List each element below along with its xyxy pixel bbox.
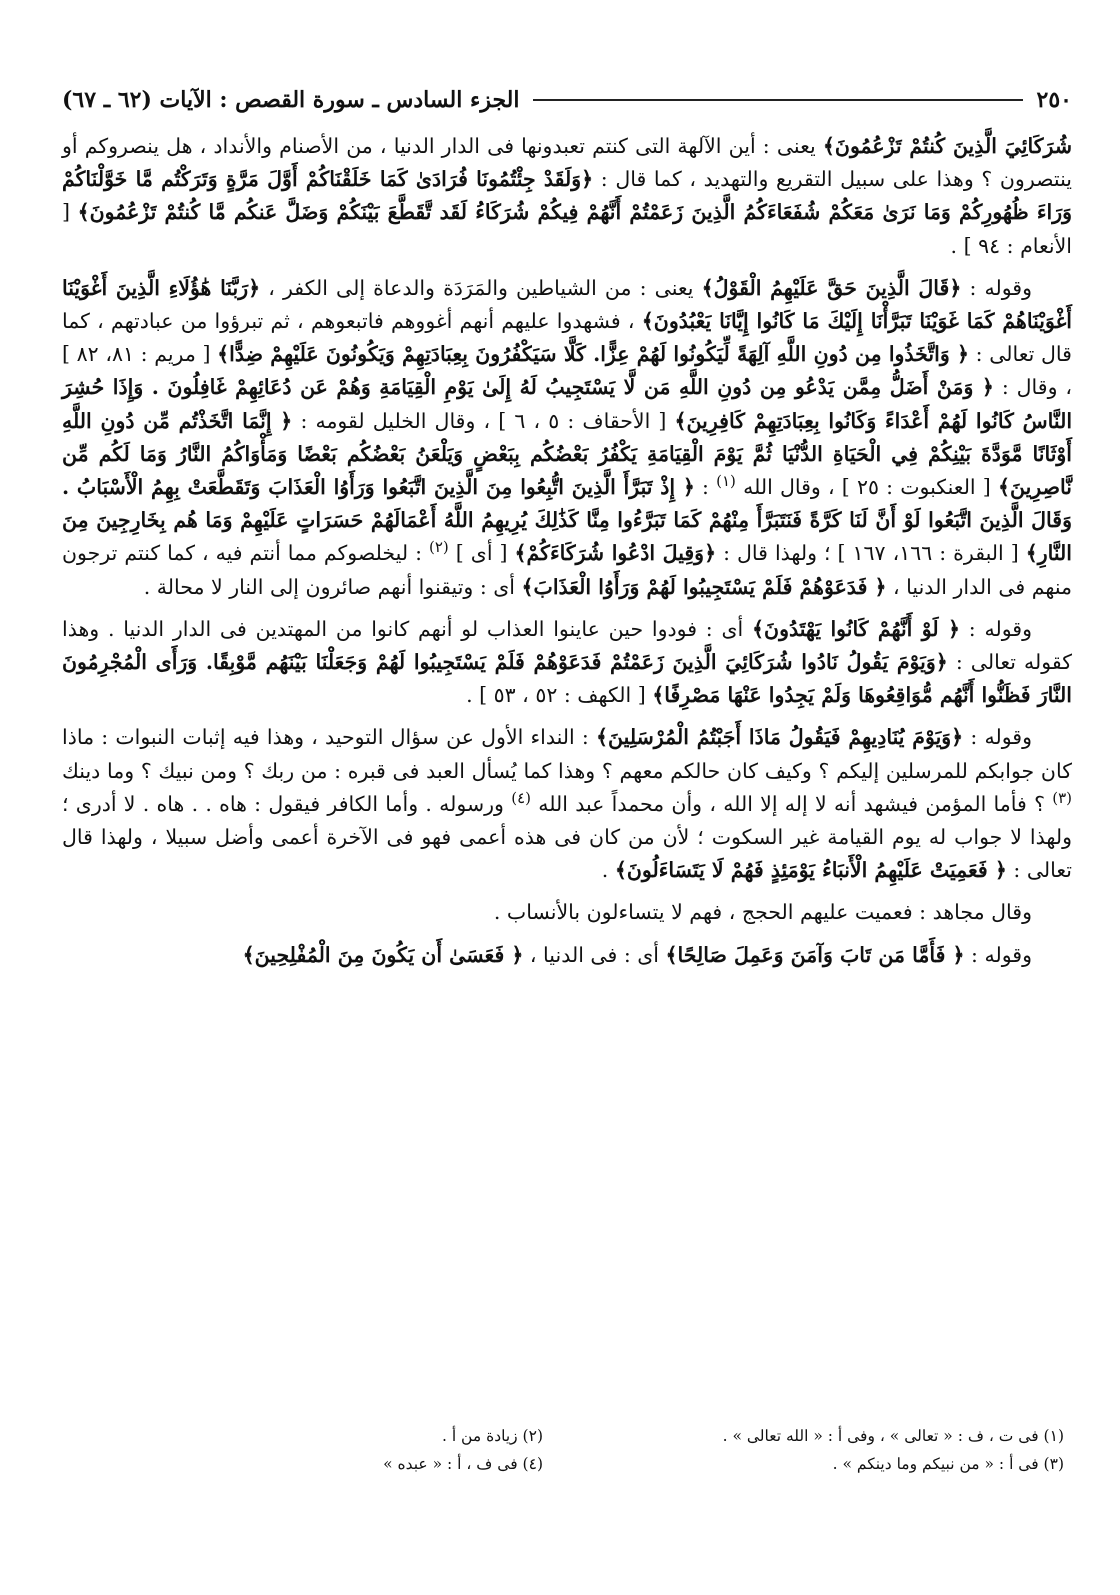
commentary-text: . bbox=[601, 858, 615, 883]
commentary-text: ؟ فأما المؤمن فيشهد أنه لا إله إلا الله ، وأن محمداً عبد الله bbox=[530, 791, 1053, 816]
quran-quote: ﴿ فَأَمَّا مَن تَابَ وَآمَنَ وَعَمِلَ صَالِحًا﴾ bbox=[665, 942, 965, 967]
running-title: الجزء السادس ـ سورة القصص : الآيات (٦٢ ـ ٦٧) bbox=[62, 87, 520, 113]
commentary-text: [ مريم : ٨١، ٨٢ ] ، وقال : bbox=[62, 342, 1072, 400]
paragraph bbox=[62, 939, 1072, 972]
quran-quote: ﴿ إِنَّمَا اتَّخَذْتُم مِّن دُونِ اللَّهِ أَوْثَانًا مَّوَدَّةَ بَيْنِكُمْ فِي الْحَيَاةِ الدُّنْيَا ثُمَّ يَوْمَ الْقِيَامَةِ يَكْفُرُ بَعْضُكُم بِبَعْضٍ وَيَلْعَنُ بَعْضُكُم بَعْضًا وَمَأْوَاكُمُ النَّارُ وَمَا لَكُم مِّن نَّاصِرِينَ﴾ bbox=[62, 408, 1072, 500]
quran-quote: ﴿ لَوْ أَنَّهُمْ كَانُوا يَهْتَدُونَ﴾ bbox=[752, 616, 960, 641]
quran-quote: ﴿رَبَّنَا هَٰؤُلَاءِ الَّذِينَ أَغْوَيْنَا أَغْوَيْنَاهُمْ كَمَا غَوَيْنَا تَبَرَّأْنَا إِلَيْكَ مَا كَانُوا إِيَّانَا يَعْبُدُونَ﴾ bbox=[62, 275, 1072, 334]
quran-quote: ﴿وَيَوْمَ يَقُولُ نَادُوا شُرَكَائِيَ الَّذِينَ زَعَمْتُمْ فَدَعَوْهُمْ فَلَمْ يَسْتَجِيبُوا لَهُمْ وَجَعَلْنَا بَيْنَهُم مَّوْبِقًا. وَرَأَى الْمُجْرِمُونَ النَّارَ فَظَنُّوا أَنَّهُم مُّوَاقِعُوهَا وَلَمْ يَجِدُوا عَنْهَا مَصْرِفًا﴾ bbox=[62, 650, 1072, 708]
quran-quote: ﴿ فَعَمِيَتْ عَلَيْهِمُ الْأَنبَاءُ يَوْمَئِذٍ فَهُمْ لَا يَتَسَاءَلُونَ﴾ bbox=[614, 858, 1007, 883]
quran-quote: ﴿ وَاتَّخَذُوا مِن دُونِ اللَّهِ آلِهَةً لِّيَكُونُوا لَهُمْ عِزًّا. كَلَّا سَيَكْفُرُونَ بِعِبَادَتِهِمْ وَيَكُونُونَ عَلَيْهِمْ ضِدًّا﴾ bbox=[217, 342, 969, 367]
footnote-3: (٣) فى أ : « من نبيكم وما دينكم » . bbox=[832, 1455, 1064, 1473]
commentary-text: : bbox=[694, 475, 717, 500]
paragraph bbox=[62, 721, 1072, 887]
footnote-ref: (٤) bbox=[511, 789, 531, 808]
commentary-text: [ البقرة : ١٦٦، ١٦٧ ] ؛ ولهذا قال : bbox=[716, 541, 1026, 566]
running-header bbox=[62, 78, 1072, 122]
footnotes bbox=[62, 1425, 1072, 1475]
quran-quote: ﴿وَلَقَدْ جِئْتُمُونَا فُرَادَىٰ كَمَا خَلَقْنَاكُمْ أَوَّلَ مَرَّةٍ وَتَرَكْتُم مَّا خَوَّلْنَاكُمْ وَرَاءَ ظُهُورِكُمْ وَمَا نَرَىٰ مَعَكُمْ شُفَعَاءَكُمُ الَّذِينَ زَعَمْتُمْ أَنَّهُمْ فِيكُمْ شُرَكَاءُ لَقَد تَّقَطَّعَ بَيْنَكُمْ وَضَلَّ عَنكُم مَّا كُنتُمْ تَزْعُمُونَ﴾ bbox=[62, 167, 1072, 225]
commentary-text: [ الأنعام : ٩٤ ] . bbox=[62, 200, 1072, 258]
quran-quote: ﴿ إِذْ تَبَرَّأَ الَّذِينَ اتُّبِعُوا مِنَ الَّذِينَ اتَّبَعُوا وَرَأَوُا الْعَذَابَ وَتَقَطَّعَتْ بِهِمُ الْأَسْبَابُ . وَقَالَ الَّذِينَ اتَّبَعُوا لَوْ أَنَّ لَنَا كَرَّةً فَنَتَبَرَّأَ مِنْهُمْ كَمَا تَبَرَّءُوا مِنَّا كَذَٰلِكَ يُرِيهِمُ اللَّهُ أَعْمَالَهُمْ حَسَرَاتٍ عَلَيْهِمْ وَمَا هُم بِخَارِجِينَ مِنَ النَّارِ﴾ bbox=[62, 475, 1072, 566]
commentary-text: [ الأحقاف : ٥ ، ٦ ] ، وقال الخليل لقومه : bbox=[292, 408, 675, 433]
quran-quote: ﴿قَالَ الَّذِينَ حَقَّ عَلَيْهِمُ الْقَوْلُ﴾ bbox=[701, 275, 962, 300]
commentary-text: وقوله : bbox=[963, 725, 1032, 750]
footnote-1: (١) فى ت ، ف : « تعالى » ، وفى أ : « الله تعالى » . bbox=[722, 1427, 1064, 1445]
commentary-text: وقوله : bbox=[961, 275, 1033, 300]
main-text bbox=[62, 130, 1072, 972]
paragraph bbox=[62, 272, 1072, 604]
quran-quote: ﴿ فَعَسَىٰ أَن يَكُونَ مِنَ الْمُفْلِحِينَ﴾ bbox=[242, 942, 524, 967]
footnote-4: (٤) فى ف ، أ : « عبده » bbox=[383, 1455, 543, 1473]
commentary-text: : ليخلصوكم مما أنتم فيه ، كما كنتم ترجون منهم فى الدار الدنيا ، bbox=[62, 541, 1072, 599]
commentary-text: ، فشهدوا عليهم أنهم أغووهم فاتبعوهم ، ثم تبرؤوا من عبادتهم ، كما قال تعالى : bbox=[62, 309, 1072, 367]
commentary-text: [ أى ] bbox=[448, 541, 515, 566]
paragraph bbox=[62, 130, 1072, 263]
quran-quote: ﴿وَقِيلَ ادْعُوا شُرَكَاءَكُمْ﴾ bbox=[514, 541, 717, 566]
commentary-text: وقوله : bbox=[960, 616, 1032, 641]
paragraph bbox=[62, 613, 1072, 713]
commentary-text: أى : فى الدنيا ، bbox=[523, 942, 666, 967]
page-number: ٢٥٠ bbox=[1036, 87, 1072, 113]
commentary-text: وقال مجاهد : فعميت عليهم الحجج ، فهم لا يتساءلون بالأنساب . bbox=[493, 900, 1032, 925]
commentary-text: ورسوله . وأما الكافر فيقول : هاه . . هاه . لا أدرى ؛ ولهذا لا جواب له يوم القيامة غير السكوت ؛ لأن من كان فى هذه أعمى فهو فى الآخرة أعمى وأضل سبيلا ، ولهذا قال تعالى : bbox=[62, 791, 1072, 883]
commentary-text: : النداء الأول عن سؤال التوحيد ، وهذا فيه إثبات النبوات : ماذا كان جوابكم للمرسلين إليكم ؟ وكيف كان حالكم معهم ؟ وهذا كما يُسأل العبد فى قبره : من ربك ؟ ومن نبيك ؟ وما دينك bbox=[62, 725, 1072, 783]
commentary-text: أى : وتيقنوا أنهم صائرون إلى النار لا محالة . bbox=[143, 574, 522, 599]
quran-quote: ﴿ وَمَنْ أَضَلُّ مِمَّن يَدْعُو مِن دُونِ اللَّهِ مَن لَّا يَسْتَجِيبُ لَهُ إِلَىٰ يَوْمِ الْقِيَامَةِ وَهُمْ عَن دُعَائِهِمْ غَافِلُونَ . وَإِذَا حُشِرَ النَّاسُ كَانُوا لَهُمْ أَعْدَاءً وَكَانُوا بِعِبَادَتِهِمْ كَافِرِينَ﴾ bbox=[62, 375, 1073, 433]
footnote-ref: (١) bbox=[716, 472, 736, 491]
quran-quote: ﴿ فَدَعَوْهُمْ فَلَمْ يَسْتَجِيبُوا لَهُمْ وَرَأَوُا الْعَذَابَ﴾ bbox=[521, 574, 887, 599]
commentary-text: [ العنكبوت : ٢٥ ] ، وقال الله bbox=[735, 475, 998, 500]
paragraph bbox=[62, 896, 1072, 929]
commentary-text: يعنى : من الشياطين والمَرَدَة والدعاة إلى الكفر ، bbox=[260, 275, 702, 300]
quran-quote: شُرَكَائِيَ الَّذِينَ كُنتُمْ تَزْعُمُونَ﴾ bbox=[822, 134, 1073, 158]
commentary-text: أى : فودوا حين عاينوا العذاب لو أنهم كانوا من المهتدين فى الدار الدنيا . وهذا كقوله تعالى : bbox=[62, 616, 1072, 675]
header-rule bbox=[533, 99, 1022, 101]
quran-quote: ﴿وَيَوْمَ يُنَادِيهِمْ فَيَقُولُ مَاذَا أَجَبْتُمُ الْمُرْسَلِينَ﴾ bbox=[596, 725, 964, 750]
footnote-ref: (٣) bbox=[1052, 789, 1072, 808]
commentary-text: يعنى : أين الآلهة التى كنتم تعبدونها فى الدار الدنيا ، من الأصنام والأنداد ، هل ينصروكم أو ينتصرون ؟ وهذا على سبيل التقريع والتهديد ، كما قال : bbox=[62, 134, 1072, 192]
footnote-2: (٢) زيادة من أ . bbox=[441, 1427, 543, 1445]
commentary-text: وقوله : bbox=[964, 942, 1032, 967]
book-page bbox=[62, 78, 1072, 981]
footnote-ref: (٢) bbox=[429, 538, 449, 557]
commentary-text: [ الكهف : ٥٢ ، ٥٣ ] . bbox=[466, 683, 653, 708]
